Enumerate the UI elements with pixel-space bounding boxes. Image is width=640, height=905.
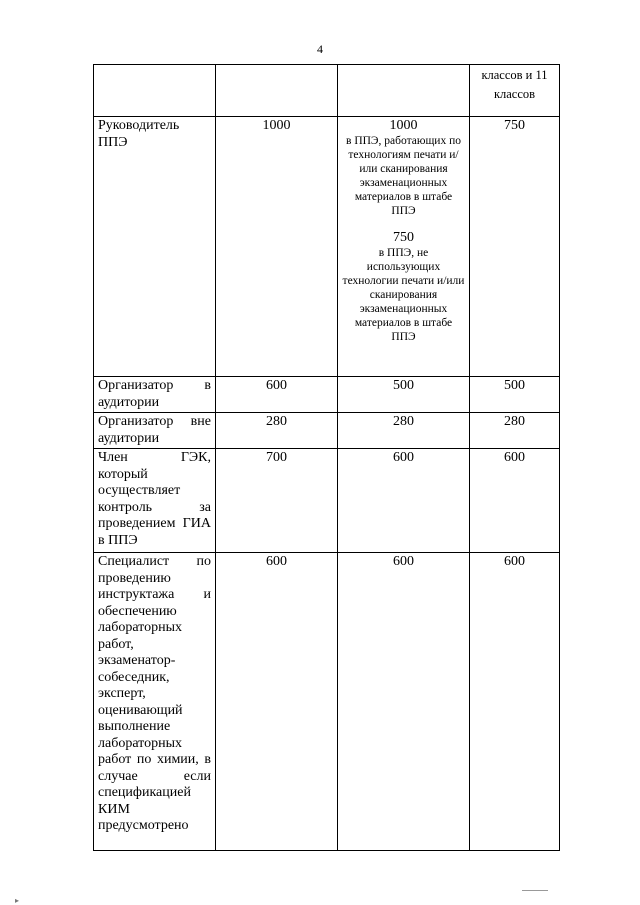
header-cell-col3: [338, 65, 470, 117]
rate-cell-col2: 600: [216, 553, 338, 851]
header-cell-col4: классов и 11 классов: [470, 65, 560, 117]
table-row-organizer-in: [94, 377, 560, 413]
rate-cell-col3: [338, 117, 470, 377]
rate-cell-col4: 280: [470, 413, 560, 449]
rate-cell-col2: 1000: [216, 117, 338, 377]
rate-note-alt: в ППЭ, не использующих технологии печати и/или сканирования экзаменационных материалов в штабе ППЭ: [342, 247, 465, 343]
role-cell: Специалист по проведению инструктажа и обеспечению лабораторных работ, экзаменатор-собеседник, эксперт, оценивающий выполнение лабораторных работ по химии, в случае если спецификацией КИМ предусмотрено: [94, 553, 216, 851]
rate-cell-col4: 600: [470, 449, 560, 553]
rate-cell-col2: 600: [216, 377, 338, 413]
rate-cell-col4: 500: [470, 377, 560, 413]
header-cell-role: [94, 65, 216, 117]
payment-rates-table: [93, 64, 560, 851]
rate-cell-col4: 750: [470, 117, 560, 377]
table-row-ppe-head: [94, 117, 560, 377]
table-header-row: [94, 65, 560, 117]
rate-cell-col3: 600: [338, 449, 470, 553]
rate-cell-col3: 280: [338, 413, 470, 449]
role-cell: Член ГЭК, который осуществляет контроль за проведением ГИА в ППЭ: [94, 449, 216, 553]
role-cell: Организатор в аудитории: [94, 377, 216, 413]
role-cell: Организатор вне аудитории: [94, 413, 216, 449]
table-row-organizer-out: [94, 413, 560, 449]
table-row-specialist: [94, 553, 560, 851]
rate-cell-col4: 600: [470, 553, 560, 851]
rate-cell-col3: 600: [338, 553, 470, 851]
rate-cell-col2: 280: [216, 413, 338, 449]
header-cell-col2: [216, 65, 338, 117]
scan-mark: ▸: [15, 896, 20, 905]
rate-cell-col3: 500: [338, 377, 470, 413]
footer-rule: [522, 890, 548, 891]
page-number: 4: [317, 42, 323, 56]
rate-value-alt: 750: [393, 230, 414, 245]
rate-value-main: 1000: [389, 118, 418, 133]
rate-note-main: в ППЭ, работающих по технологиям печати и/или сканирования экзаменационных материалов в штабе ППЭ: [346, 135, 461, 217]
role-cell: Руководитель ППЭ: [94, 117, 216, 377]
rate-cell-col2: 700: [216, 449, 338, 553]
table-row-gek-member: [94, 449, 560, 553]
